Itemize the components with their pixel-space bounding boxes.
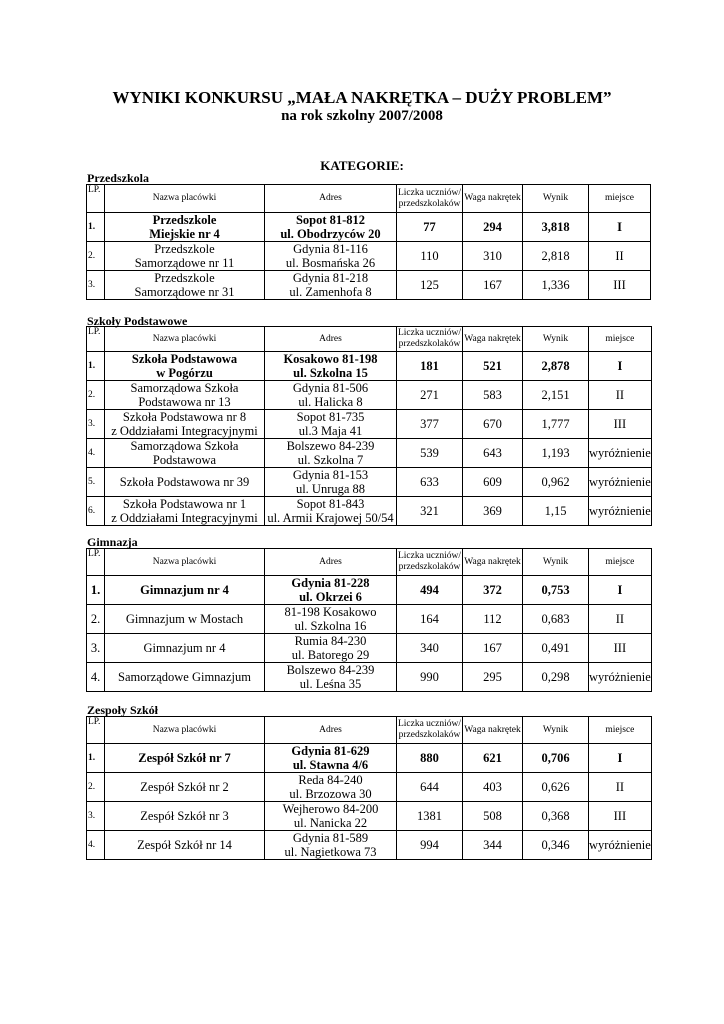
result-cell: 1,777 [523,410,589,439]
name-header: Nazwa placówki [105,327,265,352]
lp-header: LP. [87,185,105,213]
place-cell: II [589,605,652,634]
address-cell [265,773,397,802]
facility-name-line1: Przedszkole [154,271,215,285]
lp-header: LP. [87,327,105,352]
facility-name-cell [105,663,265,692]
facility-name-cell [105,802,265,831]
address-line2: ul.3 Maja 41 [298,424,363,438]
results-table [86,548,652,692]
lp-cell: 2. [87,381,105,410]
count-cell: 321 [397,497,463,526]
place-header: miejsce [589,717,652,744]
document-title: WYNIKI KONKURSU „MAŁA NAKRĘTKA – DUŻY PROBLEM” [112,88,612,107]
weight-header: Waga nakrętek [463,185,523,213]
lp-header: LP. [87,717,105,744]
address-line1: Gdynia 81-589 [292,831,369,845]
result-cell: 1,336 [523,271,589,300]
count-cell: 644 [397,773,463,802]
section-heading: Przedszkola [87,171,149,185]
address-cell [265,213,397,242]
table-row [87,439,652,468]
address-line2: ul. Halicka 8 [298,395,363,409]
count-cell: 990 [397,663,463,692]
count-header: Liczka uczniów/ przedszkolaków [397,185,463,213]
lp-cell: 4. [87,663,105,692]
address-cell [265,744,397,773]
facility-name-cell [105,439,265,468]
facility-name-line2: Miejskie nr 4 [149,227,220,241]
facility-name-line2: z Oddziałami Integracyjnymi [111,424,258,438]
lp-header: LP. [87,549,105,576]
lp-cell: 5. [87,468,105,497]
address-line1: Sopot 81-735 [296,410,365,424]
address-line2: ul. Unruga 88 [295,482,366,496]
place-cell: I [589,576,652,605]
address-line2: ul. Batorego 29 [291,648,370,662]
address-line2: ul. Szkolna 16 [294,619,367,633]
facility-name-cell [105,468,265,497]
lp-cell: 3. [87,802,105,831]
address-line2: ul. Leśna 35 [299,677,362,691]
facility-name-cell [105,576,265,605]
address-cell [265,352,397,381]
address-line2: ul. Brzozowa 30 [289,787,372,801]
facility-name-cell [105,410,265,439]
weight-cell: 167 [463,634,523,663]
count-cell: 539 [397,439,463,468]
address-line1: Gdynia 81-116 [293,242,368,256]
address-line2: ul. Bosmańska 26 [285,256,376,270]
place-cell: wyróżnienie [589,497,652,526]
facility-name-line1: Zespół Szkół nr 2 [140,780,229,794]
lp-cell: 4. [87,439,105,468]
count-cell: 125 [397,271,463,300]
weight-header: Waga nakrętek [463,717,523,744]
address-line2: ul. Stawna 4/6 [292,758,369,772]
facility-name-cell [105,213,265,242]
categories-heading: KATEGORIE: [320,158,404,173]
result-cell: 0,683 [523,605,589,634]
address-line1: Kosakowo 81-198 [283,352,378,366]
weight-header: Waga nakrętek [463,327,523,352]
address-header: Adres [265,185,397,213]
address-line1: Sopot 81-843 [296,497,365,511]
facility-name-line1: Samorządowe Gimnazjum [118,670,251,684]
address-cell [265,576,397,605]
address-cell [265,439,397,468]
table-row [87,634,652,663]
weight-cell: 508 [463,802,523,831]
weight-cell: 670 [463,410,523,439]
result-cell: 0,368 [523,802,589,831]
address-header: Adres [265,549,397,576]
place-cell: wyróżnienie [589,663,652,692]
place-header: miejsce [589,185,651,213]
facility-name-cell [105,605,265,634]
count-cell: 181 [397,352,463,381]
result-cell: 2,878 [523,352,589,381]
facility-name-line1: Przedszkole [152,213,217,227]
address-line1: Sopot 81-812 [295,213,366,227]
facility-name-line2: Samorządowe nr 31 [134,285,235,299]
count-cell: 77 [397,213,463,242]
lp-cell: 1. [87,744,105,773]
place-cell: wyróżnienie [589,468,652,497]
address-line2: ul. Szkolna 7 [297,453,364,467]
table-row [87,831,652,860]
result-cell: 0,298 [523,663,589,692]
place-cell: II [589,242,651,271]
weight-cell: 521 [463,352,523,381]
facility-name-line2: Samorządowe nr 11 [134,256,235,270]
result-header: Wynik [523,327,589,352]
facility-name-line2: z Oddziałami Integracyjnymi [111,511,258,525]
result-cell: 1,193 [523,439,589,468]
facility-name-line1: Szkoła Podstawowa nr 1 [122,497,247,511]
address-line1: Gdynia 81-153 [292,468,369,482]
place-cell: III [589,271,651,300]
address-line1: Bolszewo 84-239 [286,439,375,453]
address-cell [265,605,397,634]
place-cell: II [589,773,652,802]
place-cell: III [589,634,652,663]
address-line1: Rumia 84-230 [294,634,367,648]
table-row [87,468,652,497]
address-cell [265,271,397,300]
result-cell: 0,491 [523,634,589,663]
facility-name-line1: Gimnazjum nr 4 [140,583,229,597]
address-line1: Gdynia 81-629 [291,744,370,758]
address-line2: ul. Nanicka 22 [293,816,368,830]
place-cell: I [589,744,652,773]
address-line1: 81-198 Kosakowo [284,605,377,619]
weight-cell: 609 [463,468,523,497]
place-cell: wyróżnienie [589,439,652,468]
section-heading: Szkoły Podstawowe [87,314,188,328]
address-line2: ul. Obodrzyców 20 [280,227,381,241]
facility-name-line1: Samorządowa Szkoła [130,381,239,395]
count-cell: 880 [397,744,463,773]
facility-name-line1: Przedszkole [154,242,215,256]
table-row [87,497,652,526]
facility-name-line1: Zespół Szkół nr 3 [140,809,229,823]
weight-cell: 403 [463,773,523,802]
lp-cell: 1. [87,213,105,242]
lp-cell: 2. [87,773,105,802]
place-cell: I [589,213,651,242]
facility-name-cell [105,242,265,271]
weight-cell: 643 [463,439,523,468]
count-cell: 494 [397,576,463,605]
facility-name-line1: Gimnazjum w Mostach [125,612,244,626]
facility-name-line1: Szkoła Podstawowa nr 39 [119,475,250,489]
facility-name-line1: Zespół Szkół nr 7 [138,751,231,765]
table-row [87,663,652,692]
results-table [86,184,651,300]
address-cell [265,410,397,439]
address-line1: Wejherowo 84-200 [282,802,379,816]
place-header: miejsce [589,327,652,352]
address-cell [265,634,397,663]
name-header: Nazwa placówki [105,717,265,744]
address-line2: ul. Nagietkowa 73 [284,845,377,859]
count-cell: 271 [397,381,463,410]
weight-cell: 369 [463,497,523,526]
address-cell [265,497,397,526]
facility-name-cell [105,271,265,300]
address-cell [265,831,397,860]
place-header: miejsce [589,549,652,576]
facility-name-line2: w Pogórzu [156,366,213,380]
lp-cell: 6. [87,497,105,526]
facility-name-line1: Samorządowa Szkoła [130,439,239,453]
facility-name-line1: Szkoła Podstawowa nr 8 [122,410,247,424]
address-cell [265,468,397,497]
lp-cell: 3. [87,410,105,439]
result-cell: 0,753 [523,576,589,605]
table-row [87,744,652,773]
table-header-row [87,185,651,213]
address-line2: ul. Szkolna 15 [293,366,368,380]
place-cell: I [589,352,652,381]
name-header: Nazwa placówki [105,185,265,213]
address-header: Adres [265,717,397,744]
facility-name-line1: Zespół Szkół nr 14 [137,838,232,852]
address-line1: Gdynia 81-228 [291,576,370,590]
address-line2: ul. Armii Krajowej 50/54 [267,511,394,525]
lp-cell: 4. [87,831,105,860]
weight-cell: 295 [463,663,523,692]
count-cell: 110 [397,242,463,271]
count-cell: 164 [397,605,463,634]
table-row [87,381,652,410]
table-header-row [87,717,652,744]
lp-cell: 2. [87,242,105,271]
place-cell: wyróżnienie [589,831,652,860]
result-cell: 0,626 [523,773,589,802]
weight-cell: 372 [463,576,523,605]
result-cell: 2,818 [523,242,589,271]
count-header: Liczka uczniów/ przedszkolaków [397,717,463,744]
count-cell: 633 [397,468,463,497]
facility-name-cell [105,352,265,381]
table-row [87,773,652,802]
result-cell: 0,962 [523,468,589,497]
facility-name-cell [105,381,265,410]
address-line2: ul. Zamenhofa 8 [289,285,372,299]
table-row [87,576,652,605]
address-cell [265,381,397,410]
place-cell: III [589,410,652,439]
table-row [87,605,652,634]
facility-name-line2: Podstawowa nr 13 [138,395,231,409]
address-cell [265,242,397,271]
result-cell: 2,151 [523,381,589,410]
facility-name-line2: Podstawowa [152,453,217,467]
table-row [87,242,651,271]
place-cell: III [589,802,652,831]
facility-name-cell [105,497,265,526]
lp-cell: 1. [87,352,105,381]
address-line1: Reda 84-240 [298,773,363,787]
count-header: Liczka uczniów/ przedszkolaków [397,549,463,576]
place-cell: II [589,381,652,410]
address-header: Adres [265,327,397,352]
result-cell: 1,15 [523,497,589,526]
table-header-row [87,327,652,352]
weight-cell: 583 [463,381,523,410]
weight-cell: 112 [463,605,523,634]
facility-name-cell [105,634,265,663]
weight-cell: 167 [463,271,523,300]
address-line2: ul. Okrzei 6 [299,590,362,604]
address-line1: Bolszewo 84-239 [286,663,375,677]
weight-cell: 294 [463,213,523,242]
lp-cell: 3. [87,634,105,663]
facility-name-cell [105,773,265,802]
weight-cell: 310 [463,242,523,271]
count-cell: 340 [397,634,463,663]
result-header: Wynik [523,717,589,744]
section-heading: Gimnazja [87,535,138,549]
table-row [87,271,651,300]
table-row [87,410,652,439]
table-row [87,802,652,831]
section-heading: Zespoły Szkół [87,703,159,717]
result-cell: 0,706 [523,744,589,773]
result-header: Wynik [523,549,589,576]
count-cell: 994 [397,831,463,860]
weight-cell: 621 [463,744,523,773]
weight-header: Waga nakrętek [463,549,523,576]
lp-cell: 2. [87,605,105,634]
result-cell: 0,346 [523,831,589,860]
weight-cell: 344 [463,831,523,860]
address-cell [265,663,397,692]
facility-name-line1: Szkoła Podstawowa [131,352,238,366]
table-header-row [87,549,652,576]
name-header: Nazwa placówki [105,549,265,576]
result-cell: 3,818 [523,213,589,242]
results-table [86,716,652,860]
table-row [87,352,652,381]
lp-cell: 3. [87,271,105,300]
address-line1: Gdynia 81-506 [292,381,369,395]
school-year-subtitle: na rok szkolny 2007/2008 [281,108,443,124]
table-row [87,213,651,242]
count-cell: 1381 [397,802,463,831]
facility-name-cell [105,744,265,773]
facility-name-line1: Gimnazjum nr 4 [143,641,226,655]
address-line1: Gdynia 81-218 [292,271,369,285]
lp-cell: 1. [87,576,105,605]
count-header: Liczka uczniów/ przedszkolaków [397,327,463,352]
count-cell: 377 [397,410,463,439]
address-cell [265,802,397,831]
results-table [86,326,652,526]
result-header: Wynik [523,185,589,213]
facility-name-cell [105,831,265,860]
